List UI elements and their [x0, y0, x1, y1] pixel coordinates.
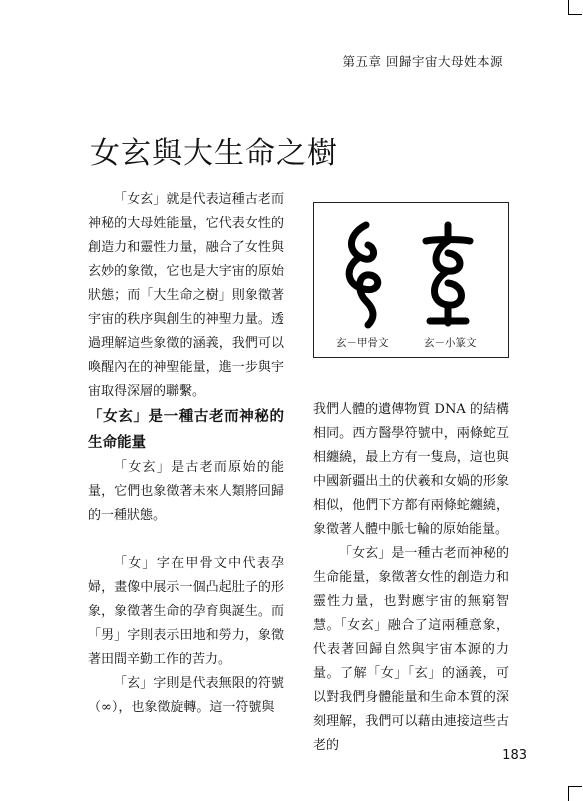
body-paragraph: 「女玄」是古老而原始的能量，它們也象徵著未來人類將回歸的一種狀態。	[88, 460, 284, 523]
crop-mark	[568, 14, 582, 15]
right-column	[313, 398, 509, 758]
section-heading: 「女玄」是一種古老而神秘的生命能量	[88, 408, 284, 451]
seal-script-xuan-glyph	[418, 219, 478, 329]
running-head: 第五章 回歸宇宙大母姓本源	[342, 54, 503, 69]
body-paragraph: 我們人體的遺傳物質 DNA 的結構相同。西方醫學符號中，兩條蛇互相纏繞，最上方有一隻鳥，這也與中國新疆出土的伏羲和女媧的形象相似，他們下方都有兩條蛇纏繞，象徵著人體中脈七輪的原始能量。	[313, 402, 509, 537]
oracle-bone-xuan-glyph	[338, 219, 398, 329]
body-paragraph: 「女」字在甲骨文中代表孕婦，畫像中展示一個凸起肚子的形象，象徵著生命的孕育與誕生。而「男」字則表示田地和勞力，象徵著田間辛勤工作的苦力。	[88, 556, 284, 667]
figure-caption-seal: 玄－小篆文	[424, 337, 477, 349]
intro-paragraph: 「女玄」就是代表這種古老而神秘的大母姓能量，它代表女性的創造力和靈性力量，融合了女性與玄妙的象徵，它也是大宇宙的原始狀態；而「大生命之樹」則象徵著宇宙的秩序與創生的神聖力量。透過理解這些象徵的涵義，我們可以喚醒內在的神聖能量，進一步與宇宙取得深層的聯繫。	[88, 192, 284, 399]
body-paragraph: 「女玄」是一種古老而神秘的生命能量，象徵著女性的創造力和靈性力量，也對應宇宙的無窮智慧。「女玄」融合了這兩種意象，代表著回歸自然與宇宙本源的力量。了解「女」「玄」的涵義，可以對我們身體能量和生命本質的深刻理解，我們可以藉由連接這些古老的	[313, 546, 509, 753]
page-number: 183	[502, 748, 527, 763]
character-figure	[313, 202, 509, 358]
figure-caption-oracle: 玄－甲骨文	[336, 337, 389, 349]
crop-mark	[568, 786, 582, 787]
left-column	[88, 188, 284, 720]
crop-mark	[568, 0, 569, 14]
crop-mark	[568, 786, 569, 801]
body-paragraph: 「玄」字則是代表無限的符號（∞），也象徵旋轉。這一符號與	[88, 676, 284, 715]
chapter-title: 女玄與大生命之樹	[90, 136, 338, 171]
